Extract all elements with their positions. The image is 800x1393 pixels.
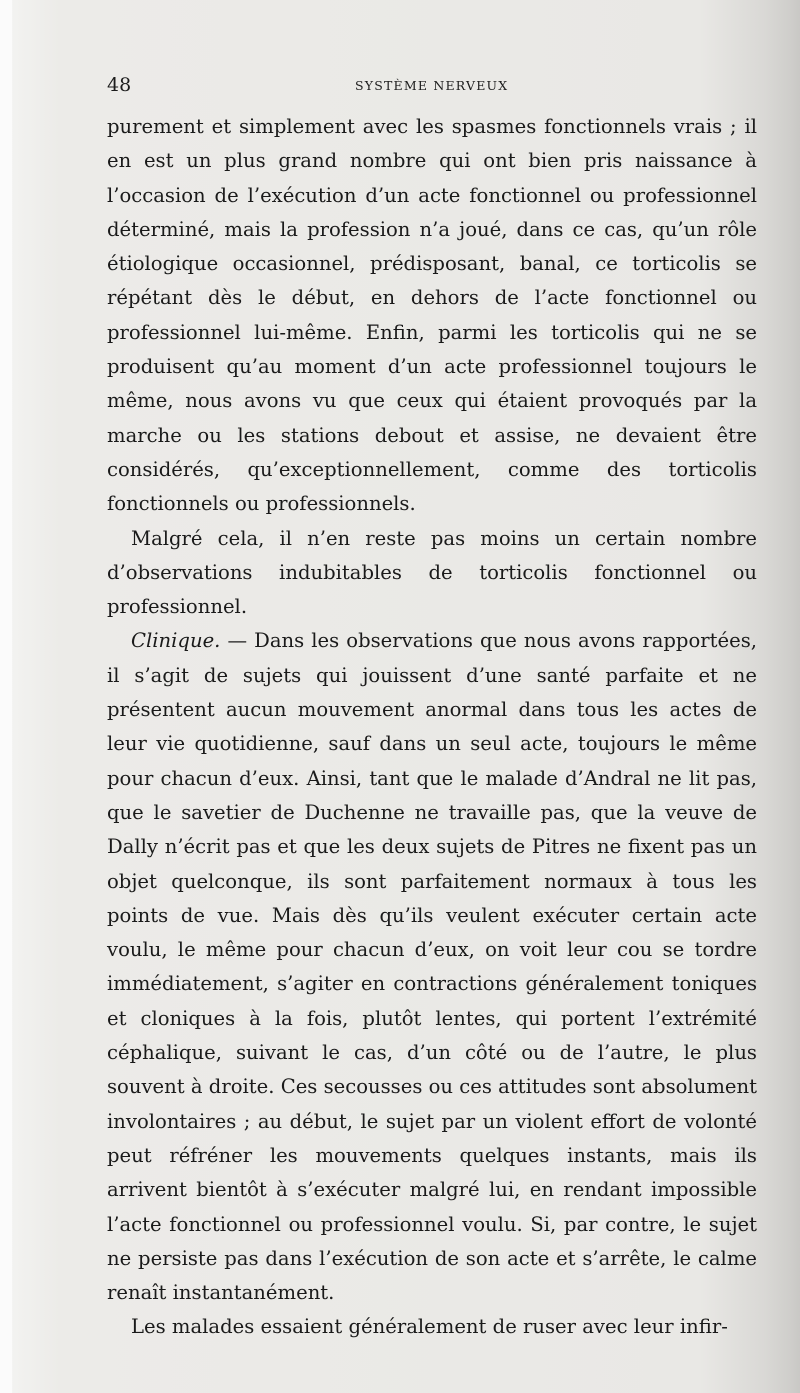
section-heading-clinique: Clinique. xyxy=(131,629,221,653)
page-number: 48 xyxy=(107,74,132,96)
page-header xyxy=(107,72,755,102)
body-text xyxy=(107,110,757,1345)
running-title: SYSTÈME NERVEUX xyxy=(355,78,509,93)
page-left-edge xyxy=(0,0,12,1393)
paragraph-malgre: Malgré cela, il n’en reste pas moins un certain nombre d’observations indubitables de torticolis fonctionnel ou professionnel. xyxy=(107,526,757,619)
paragraph-continuation: purement et simplement avec les spasmes fonctionnels vrais ; il en est un plus grand nombre qui ont bien pris naissance à l’occasion de l’exécution d’un acte fonctionnel ou professionnel déterminé, mais la profession n’a joué, dans ce cas, qu’un rôle étiologique occasionnel, prédisposant, banal, ce torticolis se répétant dès le début, en dehors de l’acte fonctionnel ou professionnel lui-même. Enfin, parmi les torticolis qui ne se produisent qu’au moment d’un acte professionnel toujours le même, nous avons vu que ceux qui étaient provoqués par la marche ou les stations debout et assise, ne devaient être considérés, qu’exceptionnellement, comme des torticolis fonctionnels ou professionnels. xyxy=(107,115,757,516)
paragraph-clinique xyxy=(107,624,757,1310)
paragraph-last: Les malades essaient généralement de ruser avec leur infir- xyxy=(131,1315,728,1339)
paragraph-clinique-text: — Dans les observations que nous avons rapportées, il s’agit de sujets qui jouissent d’une santé parfaite et ne présentent aucun mouvement anormal dans tous les actes de leur vie quotidienne, sauf dans un seul acte, toujours le même pour chacun d’eux. Ainsi, tant que le malade d’Andral ne lit pas, que le savetier de Duchenne ne travaille pas, que la veuve de Dally n’écrit pas et que les deux sujets de Pitres ne fixent pas un objet quelconque, ils sont parfaitement normaux à tous les points de vue. Mais dès qu’ils veulent exécuter certain acte voulu, le même pour chacun d’eux, on voit leur cou se tordre immédiatement, s’agiter en contractions généralement toniques et cloniques à la fois, plutôt lentes, qui portent l’extrémité céphalique, suivant le cas, d’un côté ou de l’autre, le plus souvent à droite. Ces secousses ou ces attitudes sont absolument involontaires ; au début, le sujet par un violent effort de volonté peut réfréner les mouvements quelques instants, mais ils arrivent bientôt à s’exécuter malgré lui, en rendant impossible l’acte fonctionnel ou professionnel voulu. Si, par contre, le sujet ne persiste pas dans l’exécution de son acte et s’arrête, le calme renaît instantanément. xyxy=(107,629,757,1305)
